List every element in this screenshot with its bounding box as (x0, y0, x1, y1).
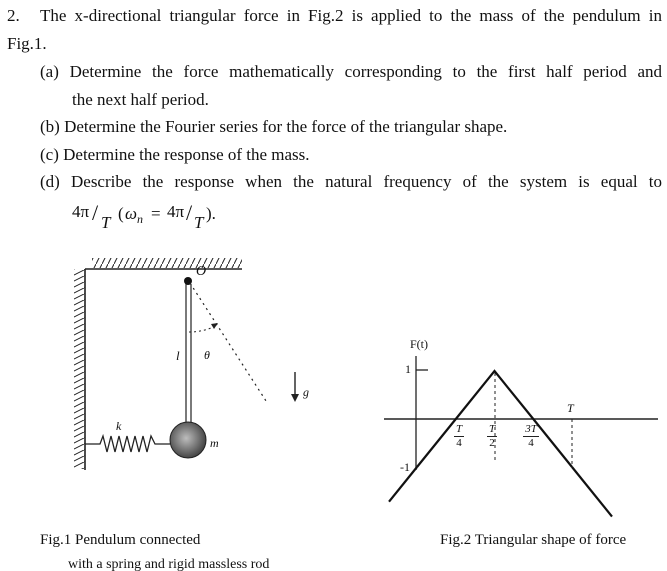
formula-den2: T (194, 213, 204, 232)
formula-den1: T (101, 213, 111, 232)
tick-frac-half (485, 424, 499, 449)
frac-den-1: 4 (456, 437, 462, 449)
wall-hatch (74, 269, 85, 469)
label-length: l (176, 348, 180, 363)
part-c: (c) Determine the response of the mass. (40, 145, 310, 164)
displaced-rod (190, 283, 268, 404)
frac-num-3: 3T (525, 423, 537, 435)
tick-label-pos: 1 (405, 362, 411, 376)
label-gravity: g (303, 385, 309, 399)
frac-den-2: 2 (489, 437, 495, 449)
tick-frac-three-quarter (520, 424, 542, 449)
problem-intro-line1: The x-directional triangular force in Fig.2 is applied to the mass of the pendulum in (40, 6, 662, 25)
formula-paren-open: ( (118, 204, 124, 223)
label-angle: θ (204, 348, 210, 362)
formula-omega: ω (125, 204, 138, 223)
part-a-line2: the next half period. (72, 90, 209, 109)
part-d: (d) Describe the response when the natural frequency of the system is equal to (40, 172, 662, 191)
problem-intro-line2: Fig.1. (7, 34, 47, 53)
label-spring: k (116, 419, 122, 433)
formula-num2: 4π (167, 202, 185, 221)
ceiling-hatch (92, 258, 242, 268)
formula-slash2: / (186, 200, 193, 225)
label-pivot: O (196, 264, 207, 279)
label-mass: m (210, 436, 219, 450)
problem-number: 2. (7, 6, 20, 25)
tick-label-T: T (567, 401, 574, 415)
fig1-caption-line2: with a spring and rigid massless rod (68, 557, 270, 571)
angle-arrow (211, 323, 218, 329)
frac-den-3: 4 (528, 437, 534, 449)
formula-num1: 4π (72, 202, 90, 221)
part-a-line1: (a) Determine the force mathematically corresponding to the first half period and (40, 62, 662, 81)
part-b: (b) Determine the Fourier series for the force of the triangular shape. (40, 117, 508, 136)
axis-label-f: F(t) (410, 337, 428, 351)
fig1-pendulum (74, 258, 299, 470)
spring (85, 436, 170, 452)
triangle-wave-tail (572, 467, 612, 517)
formula-slash1: / (92, 200, 99, 225)
tick-label-neg: -1 (400, 460, 410, 474)
formula-paren-close: ). (206, 204, 216, 223)
fig2-caption: Fig.2 Triangular shape of force (440, 532, 627, 548)
gravity-arrowhead (291, 394, 299, 402)
formula-equals: = (151, 204, 161, 223)
mass-bob (170, 422, 206, 458)
frac-num-2: T (488, 423, 496, 435)
fig1-caption-cut (0, 548, 667, 571)
fig1-caption: Fig.1 Pendulum connected (40, 532, 201, 548)
tick-frac-quarter (452, 424, 466, 449)
frac-num-1: T (455, 423, 463, 435)
formula-subscript: n (137, 212, 143, 226)
